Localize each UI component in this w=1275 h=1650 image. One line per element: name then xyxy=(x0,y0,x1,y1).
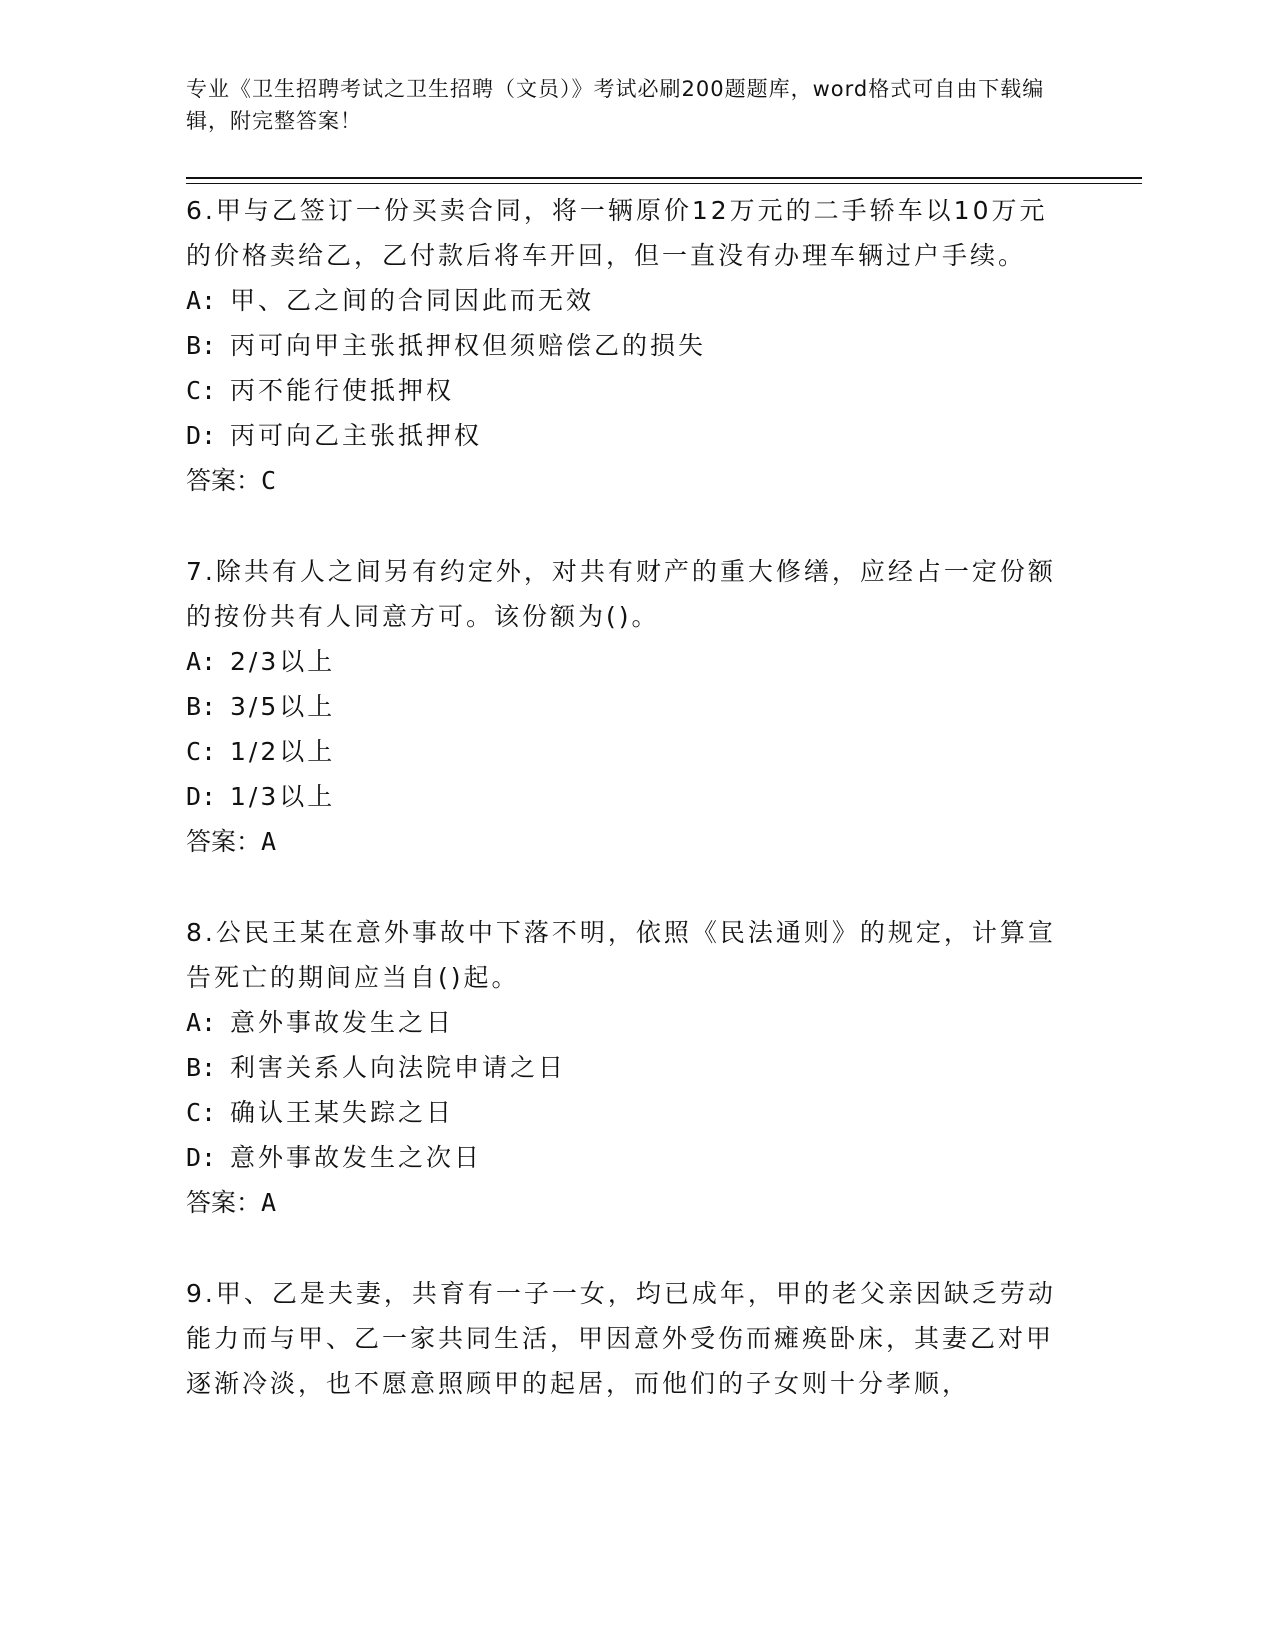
option-text: 1/3以上 xyxy=(230,782,336,811)
option-text: 丙可向乙主张抵押权 xyxy=(230,421,483,450)
option-text: 甲、乙之间的合同因此而无效 xyxy=(230,286,595,315)
option-c xyxy=(186,729,1066,774)
question-7 xyxy=(186,549,1066,864)
answer-value: C xyxy=(261,466,277,495)
answer-label: 答案： xyxy=(186,827,262,856)
answer-line xyxy=(186,819,1066,864)
option-letter: B: xyxy=(186,331,217,360)
answer-label: 答案： xyxy=(186,1188,262,1217)
option-letter: C: xyxy=(186,1098,217,1127)
question-list xyxy=(186,188,1066,1452)
option-b xyxy=(186,1045,1066,1090)
option-a xyxy=(186,278,1066,323)
option-a xyxy=(186,639,1066,684)
option-text: 3/5以上 xyxy=(230,692,336,721)
answer-value: A xyxy=(261,1188,277,1217)
option-letter: D: xyxy=(186,782,217,811)
question-text: 9.甲、乙是夫妻，共育有一子一女，均已成年，甲的老父亲因缺乏劳动能力而与甲、乙一家共同生活，甲因意外受伤而瘫痪卧床，其妻乙对甲逐渐冷淡，也不愿意照顾甲的起居，而他们的子女则十分孝顺， xyxy=(186,1279,1056,1398)
header-divider-thin xyxy=(186,183,1142,184)
option-text: 意外事故发生之日 xyxy=(230,1008,455,1037)
option-letter: D: xyxy=(186,421,217,450)
answer-label: 答案： xyxy=(186,466,262,495)
option-text: 丙可向甲主张抵押权但须赔偿乙的损失 xyxy=(230,331,707,360)
option-letter: A: xyxy=(186,286,217,315)
option-text: 确认王某失踪之日 xyxy=(230,1098,455,1127)
option-letter: A: xyxy=(186,647,217,676)
answer-line xyxy=(186,1180,1066,1225)
option-letter: B: xyxy=(186,1053,217,1082)
question-text: 7.除共有人之间另有约定外，对共有财产的重大修缮，应经占一定份额的按份共有人同意方可。该份额为()。 xyxy=(186,557,1056,631)
question-9 xyxy=(186,1271,1066,1406)
option-text: 意外事故发生之次日 xyxy=(230,1143,483,1172)
answer-value: A xyxy=(261,827,277,856)
option-c xyxy=(186,368,1066,413)
option-letter: C: xyxy=(186,376,217,405)
option-b xyxy=(186,684,1066,729)
header-text: 专业《卫生招聘考试之卫生招聘（文员）》考试必刷200题题库，word格式可自由下载编辑，附完整答案！ xyxy=(186,77,1045,133)
option-letter: B: xyxy=(186,692,217,721)
answer-line xyxy=(186,458,1066,503)
option-d xyxy=(186,774,1066,819)
option-text: 1/2以上 xyxy=(230,737,336,766)
question-6 xyxy=(186,188,1066,503)
question-8 xyxy=(186,910,1066,1225)
question-text: 8.公民王某在意外事故中下落不明，依照《民法通则》的规定，计算宣告死亡的期间应当自()起。 xyxy=(186,918,1056,992)
option-letter: A: xyxy=(186,1008,217,1037)
document-header xyxy=(186,73,1066,137)
option-a xyxy=(186,1000,1066,1045)
option-d xyxy=(186,413,1066,458)
option-text: 2/3以上 xyxy=(230,647,336,676)
header-divider-thick xyxy=(186,177,1142,179)
option-b xyxy=(186,323,1066,368)
option-letter: D: xyxy=(186,1143,217,1172)
option-d xyxy=(186,1135,1066,1180)
option-letter: C: xyxy=(186,737,217,766)
option-c xyxy=(186,1090,1066,1135)
option-text: 利害关系人向法院申请之日 xyxy=(230,1053,567,1082)
question-text: 6.甲与乙签订一份买卖合同，将一辆原价12万元的二手轿车以10万元的价格卖给乙，乙付款后将车开回，但一直没有办理车辆过户手续。 xyxy=(186,196,1048,270)
option-text: 丙不能行使抵押权 xyxy=(230,376,455,405)
